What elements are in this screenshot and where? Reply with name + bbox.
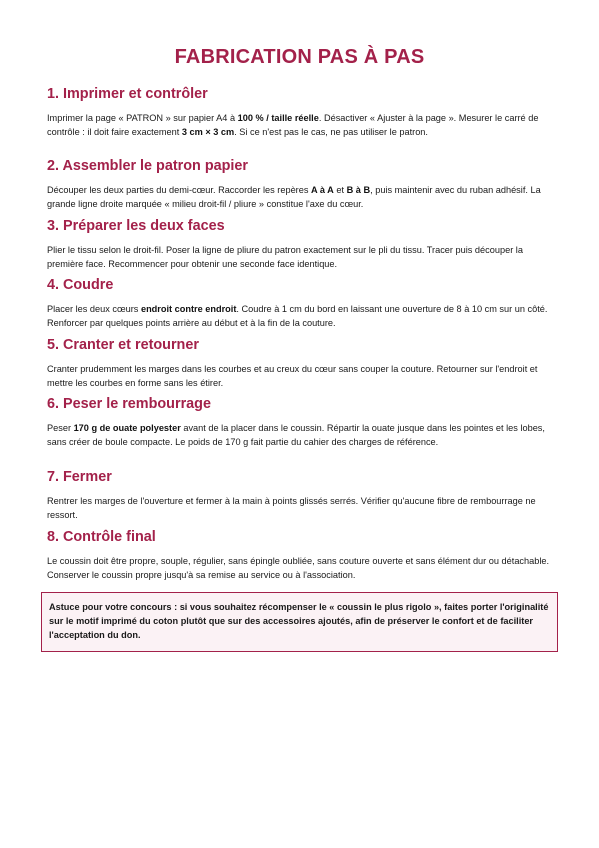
- section-heading: 5. Cranter et retourner: [47, 337, 199, 353]
- body-text: avant de la placer dans le coussin. Répartir la ouate jusque dans les pointes et les lobes, sans créer de boule compacte. Le poids de 170 g fait partie du cahier des charges de référence.: [47, 423, 545, 448]
- emphasis-text: 100 % / taille réelle: [237, 113, 319, 123]
- section-body: [47, 111, 557, 139]
- section-body: [47, 362, 557, 390]
- section-5: [47, 336, 557, 390]
- body-text: Rentrer les marges de l'ouverture et fermer à la main à points glissés serrés. Vérifier qu'aucune fibre de rembourrage ne ressort.: [47, 496, 536, 521]
- body-text: Cranter prudemment les marges dans les courbes et au creux du cœur sans couper la couture. Retourner sur l'endroit et mettre les courbes en forme sans les étirer.: [47, 364, 538, 389]
- emphasis-text: 3 cm × 3 cm: [181, 127, 235, 138]
- body-text: Plier le tissu selon le droit-fil. Poser la ligne de pliure du patron exactement sur le pli du tissu. Tracer puis découper la première face. Recommencer pour obtenir une seconde face identique.: [47, 245, 523, 270]
- body-text: Peser: [47, 423, 74, 433]
- section-heading: 1. Imprimer et contrôler: [47, 86, 208, 102]
- section-body: [47, 302, 557, 330]
- section-body: [47, 421, 557, 449]
- emphasis-text: 170 g de ouate polyester: [73, 423, 181, 433]
- emphasis-text: A à A: [311, 185, 334, 195]
- section-heading: 4. Coudre: [47, 277, 114, 293]
- section-4: [47, 276, 557, 330]
- section-body: [47, 243, 557, 271]
- body-text: Le coussin doit être propre, souple, régulier, sans épingle oubliée, sans couture ouverte et sans élément dur ou détachable. Conserver le coussin propre jusqu'à sa remise au service ou à l'association.: [47, 556, 550, 581]
- emphasis-text: B à B: [346, 185, 371, 195]
- body-text: Découper les deux parties du demi-cœur. Raccorder les repères: [47, 185, 312, 195]
- section-heading: 3. Préparer les deux faces: [47, 218, 225, 234]
- emphasis-text: endroit contre endroit: [140, 304, 237, 314]
- section-1: [47, 85, 557, 139]
- body-text: Placer les deux cœurs: [47, 304, 141, 314]
- body-text: . Désactiver « Ajuster à la page ». Mesurer le carré de contrôle : il doit faire exactement: [47, 113, 539, 138]
- section-heading: 8. Contrôle final: [47, 529, 156, 545]
- section-heading: 7. Fermer: [47, 469, 112, 485]
- section-body: [47, 494, 557, 522]
- section-heading: 2. Assembler le patron papier: [47, 158, 249, 174]
- section-heading: 6. Peser le rembourrage: [47, 396, 211, 412]
- body-text: et: [333, 185, 347, 195]
- body-text: Imprimer la page « PATRON » sur papier A4 à: [47, 113, 238, 123]
- section-6: [47, 395, 557, 449]
- contest-tip-box: Astuce pour votre concours : si vous souhaitez récompenser le « coussin le plus rigolo », faites porter l'originalité sur le motif imprimé du coton plutôt que sur des accessoires ajoutés, afin de préserver le confort et de faciliter l'acceptation du don.: [41, 592, 558, 652]
- body-text: , puis maintenir avec du ruban adhésif. La grande ligne droite marquée « milieu droit-fil / pliure » constitue l'axe du cœur.: [47, 185, 541, 210]
- body-text: . Si ce n'est pas le cas, ne pas utiliser le patron.: [234, 127, 428, 138]
- section-body: [47, 554, 557, 582]
- section-2: [47, 157, 557, 211]
- section-8: [47, 528, 557, 582]
- section-7: [47, 468, 557, 522]
- body-text: . Coudre à 1 cm du bord en laissant une ouverture de 8 à 10 cm sur un côté. Renforcer par quelques points arrière au début et à la fin de la couture.: [47, 304, 548, 329]
- section-3: [47, 217, 557, 271]
- section-body: [47, 183, 557, 211]
- page-title: FABRICATION PAS À PAS: [174, 46, 425, 68]
